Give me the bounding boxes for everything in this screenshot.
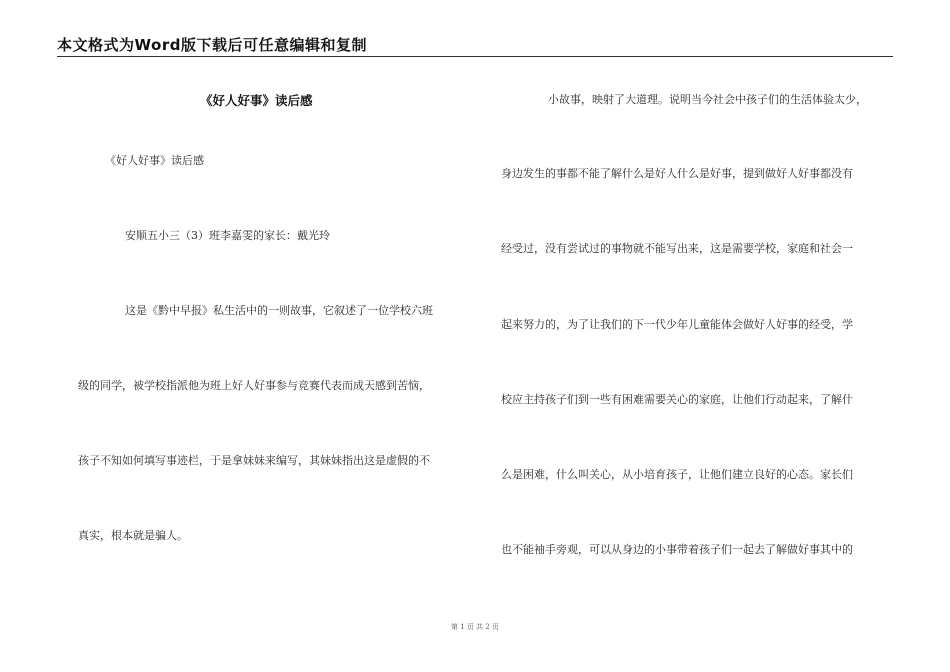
document-subtitle: 《好人好事》读后感	[105, 154, 204, 167]
paragraph-line: 么是困难，什么叫关心，从小培育孩子，让他们建立良好的心态。家长们	[501, 468, 853, 481]
paragraph-line: 这是《黔中早报》私生活中的一则故事，它叙述了一位学校六班	[125, 304, 433, 317]
paragraph-line: 级的同学，被学校指派他为班上好人好事参与竞赛代表而成天感到苦恼，	[78, 379, 430, 392]
paragraph-line: 孩子不知如何填写事迹栏，于是拿妹妹来编写，其妹妹指出这是虚假的不	[78, 454, 430, 467]
author-line: 安顺五小三（3）班李嘉雯的家长：戴光玲	[125, 229, 330, 242]
paragraph-line: 小故事，映射了大道理。说明当今社会中孩子们的生活体验太少，	[548, 93, 867, 106]
document-title: 《好人好事》读后感	[200, 93, 313, 108]
paragraph-line: 身边发生的事都不能了解什么是好人什么是好事，提到做好人好事都没有	[501, 167, 853, 180]
document-banner: 本文格式为Word版下载后可任意编辑和复制	[57, 36, 367, 54]
paragraph-line: 也不能袖手旁观，可以从身边的小事带着孩子们一起去了解做好事其中的	[501, 543, 853, 556]
paragraph-line: 经受过，没有尝试过的事物就不能写出来，这是需要学校，家庭和社会一	[501, 242, 853, 255]
paragraph-line: 校应主持孩子们到一些有困难需要关心的家庭，让他们行动起来，了解什	[501, 393, 853, 406]
banner-divider	[57, 56, 893, 57]
paragraph-line: 起来努力的，为了让我们的下一代少年儿童能体会做好人好事的经受，学	[501, 318, 853, 331]
page-number: 第 1 页 共 2 页	[450, 623, 500, 631]
paragraph-line: 真实，根本就是骗人。	[78, 529, 188, 542]
